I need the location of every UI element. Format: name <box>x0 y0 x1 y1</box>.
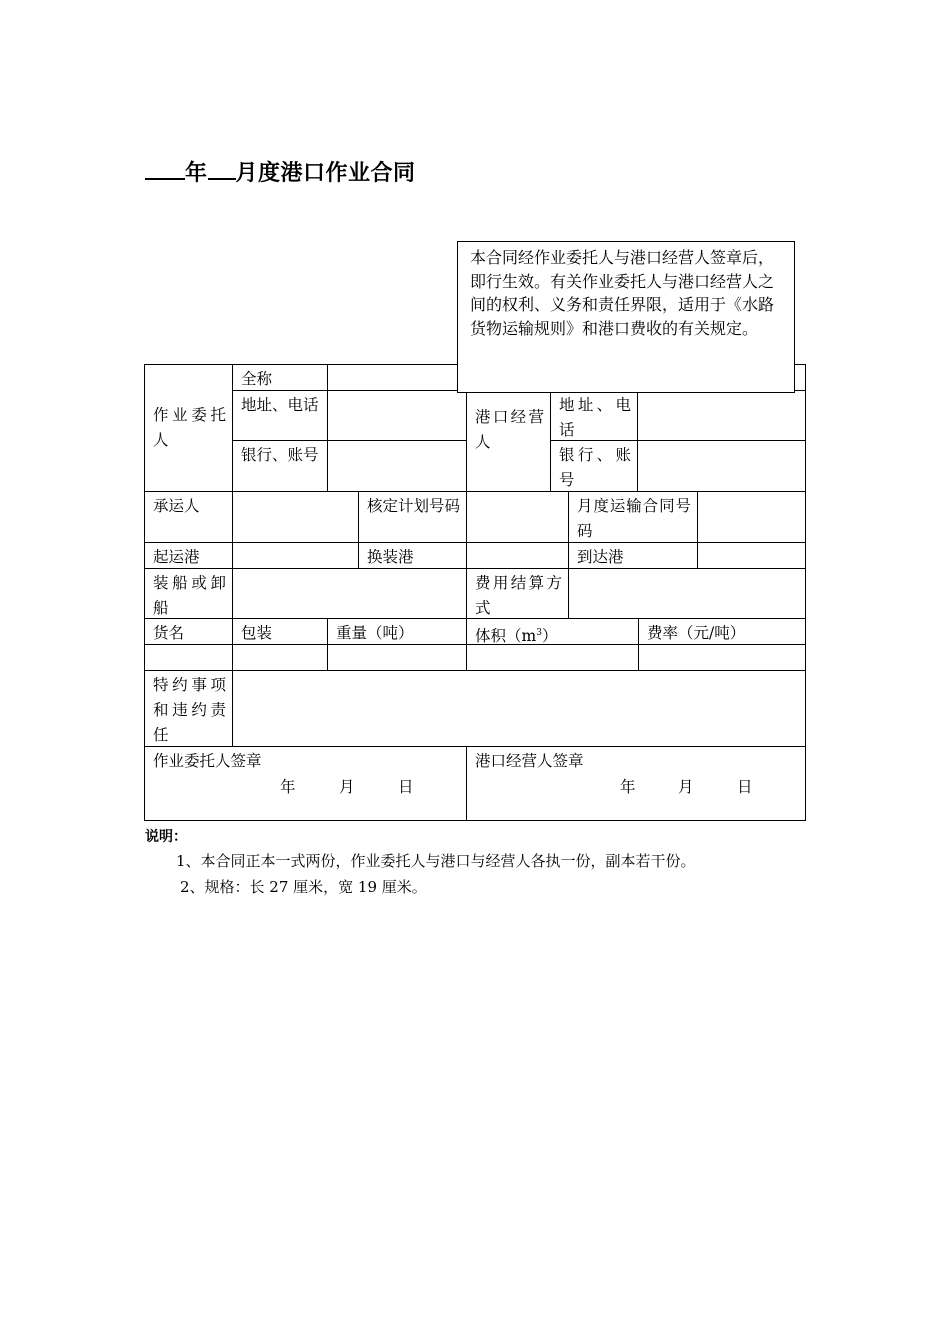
approved-plan-no-label: 核定计划号码 <box>359 492 467 543</box>
notes-title: 说明： <box>145 829 187 845</box>
weight-header: 重量（吨） <box>328 619 467 645</box>
client-bank-account-label: 银行、账号 <box>233 441 328 492</box>
client-seal-label: 作业委托人签章 <box>153 752 262 770</box>
packing-header: 包装 <box>233 619 328 645</box>
weight-field[interactable] <box>328 645 467 671</box>
volume-header <box>467 619 639 645</box>
arrival-port-field[interactable] <box>698 543 806 569</box>
carrier-field[interactable] <box>233 492 359 543</box>
operator-seal-area[interactable] <box>467 747 806 821</box>
full-name-label: 全称 <box>233 365 328 391</box>
client-bank-account-field[interactable] <box>328 441 467 492</box>
monthly-contract-no-field[interactable] <box>698 492 806 543</box>
operator-date-day: 日 <box>737 778 753 796</box>
settlement-method-label: 费用结算方式 <box>467 569 569 619</box>
monthly-contract-no-label: 月度运输合同号码 <box>569 492 698 543</box>
client-address-phone-label: 地址、电话 <box>233 391 328 441</box>
operator-date-month: 月 <box>678 778 694 796</box>
loading-unloading-field[interactable] <box>233 569 467 619</box>
notice-text: 本合同经作业委托人与港口经营人签章后，即行生效。有关作业委托人与港口经营人之间的权利、义务和责任界限，适用于《水路货物运输规则》和港口费收的有关规定。 <box>470 248 775 338</box>
client-date-year: 年 <box>280 778 296 796</box>
contract-table <box>144 364 806 821</box>
rate-header: 费率（元/吨） <box>639 619 806 645</box>
note-item-2: 2、规格：长 27 厘米，宽 19 厘米。 <box>180 878 427 896</box>
rate-field[interactable] <box>639 645 806 671</box>
special-terms-label: 特约事项和违约责任 <box>145 671 233 747</box>
loading-unloading-label: 装船或卸船 <box>145 569 233 619</box>
departure-port-label: 起运港 <box>145 543 233 569</box>
volume-exponent: 3 <box>536 628 542 638</box>
volume-header-text: 体积（m <box>475 627 537 645</box>
departure-port-field[interactable] <box>233 543 359 569</box>
operator-address-phone-label: 地址、电话 <box>551 391 638 441</box>
arrival-port-label: 到达港 <box>569 543 698 569</box>
operator-bank-account-field[interactable] <box>638 441 806 492</box>
operator-seal-label: 港口经营人签章 <box>475 752 584 770</box>
approved-plan-no-field[interactable] <box>467 492 569 543</box>
settlement-method-field[interactable] <box>569 569 806 619</box>
transfer-port-field[interactable] <box>467 543 569 569</box>
client-date-day: 日 <box>398 778 414 796</box>
title-year-label: 年 <box>185 161 208 186</box>
effectiveness-notice-box <box>457 241 795 393</box>
client-address-phone-field[interactable] <box>328 391 467 441</box>
transfer-port-label: 换装港 <box>359 543 467 569</box>
volume-field[interactable] <box>467 645 639 671</box>
client-label: 作业委托人 <box>145 365 233 492</box>
operator-date-year: 年 <box>620 778 636 796</box>
year-blank[interactable] <box>145 156 185 180</box>
page-title <box>145 156 416 190</box>
special-terms-field[interactable] <box>233 671 806 747</box>
client-seal-area[interactable] <box>145 747 467 821</box>
port-operator-label: 港口经营人 <box>467 391 551 492</box>
title-text: 月度港口作业合同 <box>235 161 416 186</box>
month-blank[interactable] <box>208 156 236 180</box>
cargo-name-field[interactable] <box>145 645 233 671</box>
packing-field[interactable] <box>233 645 328 671</box>
note-item-1: 1、本合同正本一式两份，作业委托人与港口与经营人各执一份，副本若干份。 <box>176 852 696 870</box>
carrier-label: 承运人 <box>145 492 233 543</box>
volume-header-close: ） <box>541 627 558 645</box>
operator-bank-account-label: 银行、账号 <box>551 441 638 492</box>
cargo-name-header: 货名 <box>145 619 233 645</box>
client-date-month: 月 <box>339 778 355 796</box>
operator-address-phone-field[interactable] <box>638 391 806 441</box>
